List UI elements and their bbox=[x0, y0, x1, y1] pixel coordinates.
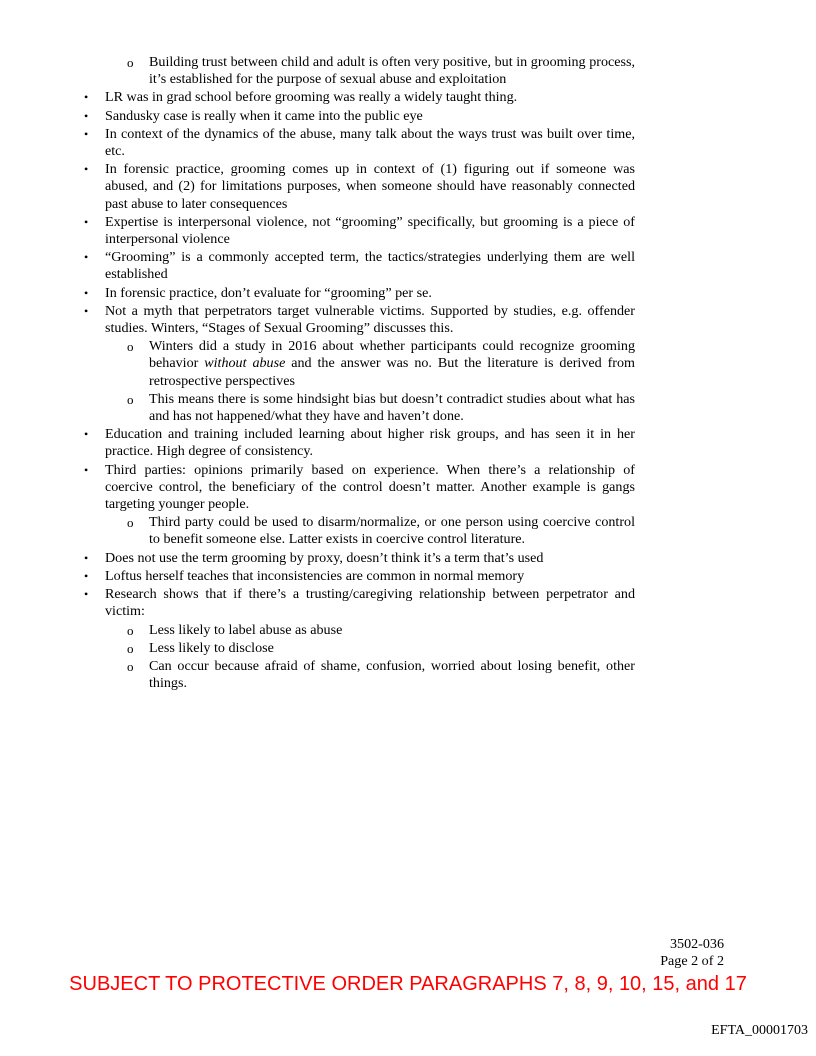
notes-body bbox=[84, 53, 635, 692]
list-item bbox=[84, 54, 635, 88]
bullet-marker: o bbox=[127, 622, 134, 638]
list-item-text: Can occur because afraid of shame, confusion, worried about losing benefit, other things. bbox=[149, 657, 635, 692]
list-item-text: Less likely to disclose bbox=[149, 639, 274, 656]
list-item-text: In forensic practice, grooming comes up in context of (1) figuring out if someone was abused, and (2) for limitations purposes, when someone should have reasonably connected past abuse to later consequences bbox=[105, 161, 635, 212]
bullet-marker: o bbox=[127, 391, 134, 407]
list-item-text: In forensic practice, don’t evaluate for “grooming” per se. bbox=[105, 284, 432, 301]
list-item-text: Sandusky case is really when it came into the public eye bbox=[105, 107, 423, 124]
list-item-text: Third parties: opinions primarily based on experience. When there’s a relationship of coercive control, the beneficiary of the control doesn’t matter. Another example is gangs targeting younger people. bbox=[105, 461, 635, 513]
list-item bbox=[84, 586, 635, 620]
list-item bbox=[84, 126, 635, 160]
list-item bbox=[84, 568, 635, 585]
page-footer bbox=[660, 936, 724, 970]
bullet-marker: o bbox=[127, 658, 134, 674]
list-item-text: Education and training included learning about higher risk groups, and has seen it in her practice. High degree of consistency. bbox=[105, 426, 635, 460]
list-item bbox=[84, 622, 635, 639]
bullet-marker: • bbox=[84, 550, 89, 565]
document-number: 3502-036 bbox=[669, 936, 724, 952]
list-item bbox=[84, 89, 635, 106]
list-item-text: Expertise is interpersonal violence, not “grooming” specifically, but grooming is a piece of interpersonal violence bbox=[105, 213, 635, 248]
list-item bbox=[84, 550, 635, 567]
list-item bbox=[84, 391, 635, 425]
bullet-marker: • bbox=[84, 303, 89, 318]
list-item-text: and the answer was no. But the literature is derived from retrospective perspectives bbox=[149, 355, 635, 389]
list-item bbox=[84, 462, 635, 514]
list-item-text: Building trust between child and adult is often very positive, but in grooming process, it’s established for the purpose of sexual abuse and exploitation bbox=[149, 54, 635, 88]
bullet-marker: • bbox=[84, 250, 89, 265]
bullet-marker: o bbox=[127, 55, 134, 70]
page-number: Page 2 of 2 bbox=[660, 953, 724, 970]
bullet-marker: o bbox=[127, 515, 134, 531]
bullet-marker: • bbox=[84, 162, 89, 177]
bullet-marker: • bbox=[84, 126, 89, 141]
list-item bbox=[84, 640, 635, 657]
list-item-text: Third party could be used to disarm/normalize, or one person using coercive control to benefit someone else. Latter exists in coercive control literature. bbox=[149, 514, 635, 548]
bullet-marker: o bbox=[127, 640, 134, 656]
list-item-text: Research shows that if there’s a trusting/caregiving relationship between perpetrator and victim: bbox=[105, 586, 635, 620]
list-item bbox=[84, 426, 635, 460]
list-item-text: Not a myth that perpetrators target vulnerable victims. Supported by studies, e.g. offender studies. Winters, “Stages of Sexual Grooming” discusses this. bbox=[105, 302, 635, 337]
protective-order-notice: SUBJECT TO PROTECTIVE ORDER PARAGRAPHS 7, 8, 9, 10, 15, and 17 bbox=[69, 973, 747, 995]
list-item bbox=[84, 108, 635, 125]
bullet-marker: • bbox=[84, 214, 89, 229]
bullet-marker: • bbox=[84, 462, 89, 477]
bullet-marker: • bbox=[84, 427, 89, 442]
list-item bbox=[84, 249, 635, 283]
list-item-text: This means there is some hindsight bias but doesn’t contradict studies about what has and has not happened/what they have and haven’t done. bbox=[149, 390, 635, 425]
list-item bbox=[84, 303, 635, 337]
list-item-text: “Grooming” is a commonly accepted term, the tactics/strategies underlying them are well established bbox=[105, 249, 635, 283]
emphasis-text: without abuse bbox=[204, 355, 286, 372]
list-item-text: Loftus herself teaches that inconsistencies are common in normal memory bbox=[105, 567, 525, 584]
list-item bbox=[84, 658, 635, 692]
bullet-marker: o bbox=[127, 339, 134, 355]
bullet-marker: • bbox=[84, 285, 89, 300]
list-item-text: Winters did a study in 2016 about whether participants could recognize grooming behavior bbox=[149, 338, 635, 372]
list-item bbox=[84, 285, 635, 302]
list-item bbox=[84, 214, 635, 248]
list-item-text: Less likely to label abuse as abuse bbox=[149, 621, 343, 638]
list-item-text: Does not use the term grooming by proxy, doesn’t think it’s a term that’s used bbox=[105, 549, 544, 566]
list-item-text: LR was in grad school before grooming was really a widely taught thing. bbox=[105, 89, 518, 106]
bullet-marker: • bbox=[84, 108, 89, 123]
list-item bbox=[84, 514, 635, 548]
bullet-marker: • bbox=[84, 90, 89, 105]
bullet-marker: • bbox=[84, 568, 89, 583]
bates-number: EFTA_00001703 bbox=[711, 1023, 808, 1038]
list-item-text: In context of the dynamics of the abuse, many talk about the ways trust was built over time, etc. bbox=[105, 125, 635, 160]
bullet-marker: • bbox=[84, 587, 89, 602]
list-item bbox=[84, 161, 635, 213]
list-item bbox=[84, 338, 635, 390]
